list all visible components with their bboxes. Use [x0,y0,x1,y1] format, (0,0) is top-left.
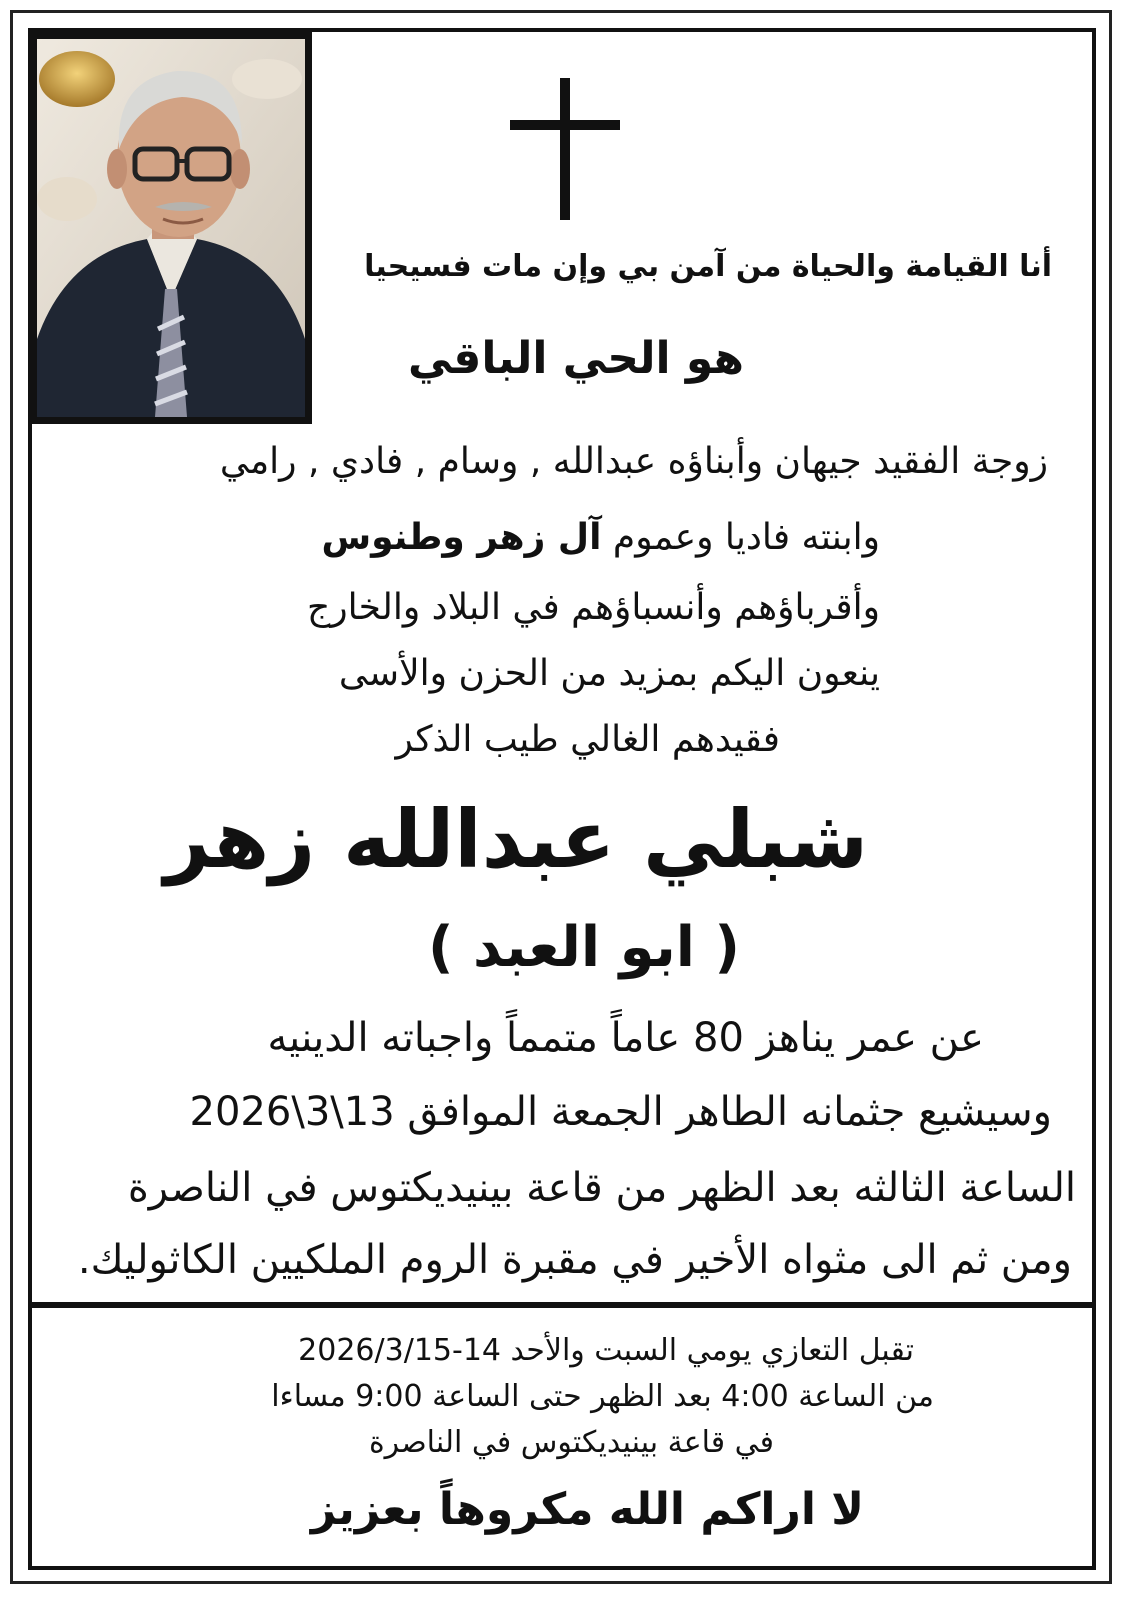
age-line: عن عمر يناهز 80 عاماً متمماً واجباته الدينيه [267,1015,984,1061]
mourners-line-1: زوجة الفقيد جيهان وأبناؤه عبدالله , وسام , فادي , رامي [219,441,1048,482]
mourners-line-4: ينعون اليكم بمزيد من الحزن والأسى [338,653,880,694]
burial-line: ومن ثم الى مثواه الأخير في مقبرة الروم الملكيين الكاثوليك. [77,1237,1072,1283]
mourners-line-2-text: وابنته فاديا وعموم [612,517,880,558]
condolences-venue: في قاعة بينيديكتوس في الناصرة [368,1425,774,1460]
mourners-line-2 [321,517,881,558]
deceased-name: شبلي عبدالله زهر [163,793,868,886]
scripture-verse: أنا القيامة والحياة من آمن بي وإن مات فسيحيا [364,249,1052,284]
living-title: هو الحي الباقي [408,333,744,384]
funeral-date-line: وسيشيع جثمانه الطاهر الجمعة الموافق 13\3\2026 [189,1089,1052,1135]
deceased-nickname: ( ابو العبد ) [427,915,740,980]
portrait-illustration [37,39,305,417]
funeral-time-line: الساعة الثالثه بعد الظهر من قاعة بينيديكتوس في الناصرة [127,1165,1076,1211]
mourners-line-5: فقيدهم الغالي طيب الذكر [395,719,780,760]
mourners-line-3: وأقرباؤهم وأنسباؤهم في البلاد والخارج [307,587,880,628]
portrait-photo [30,32,312,424]
closing-phrase: لا اراكم الله مكروهاً بعزيز [310,1484,864,1535]
section-divider [28,1302,1096,1308]
cross-icon [510,78,620,220]
condolences-days: تقبل التعازي يومي السبت والأحد 14-2026/3/15 [298,1333,914,1368]
family-names: آل زهر وطنوس [321,517,602,558]
condolences-hours: من الساعة 4:00 بعد الظهر حتى الساعة 9:00 مساءا [271,1379,934,1414]
